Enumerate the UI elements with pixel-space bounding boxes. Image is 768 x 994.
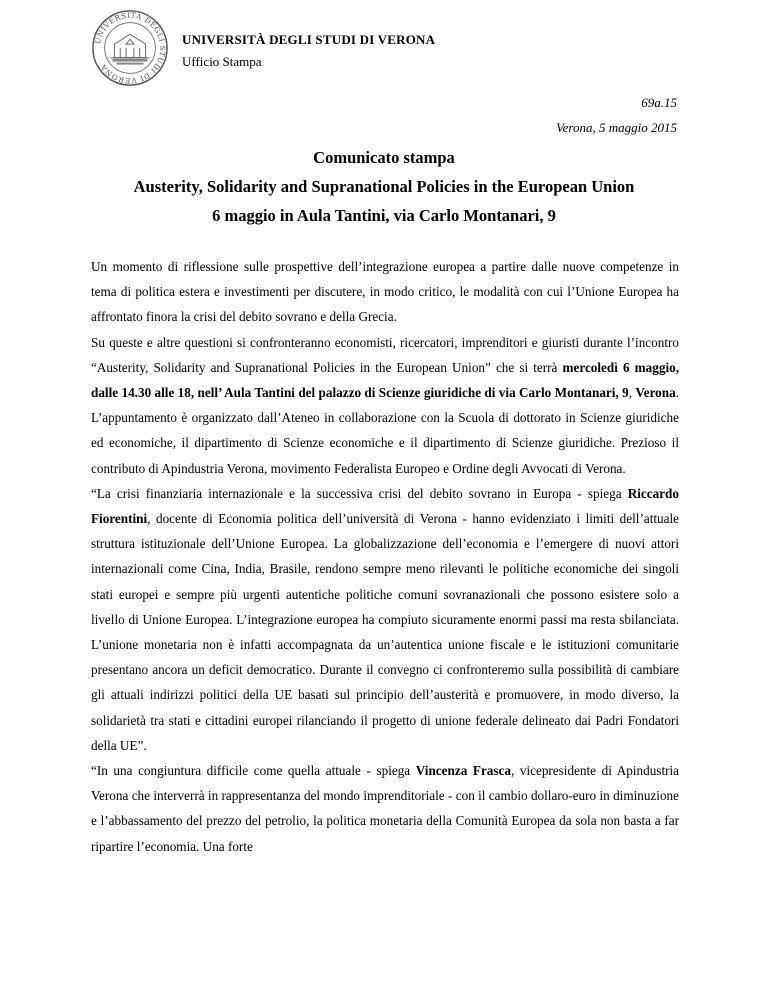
body-text bbox=[91, 254, 679, 859]
speaker-name: Riccardo Fiorentini bbox=[91, 485, 679, 527]
university-seal-logo bbox=[91, 9, 169, 87]
event-venue: 6 maggio in Aula Tantini, via Carlo Montanari, 9 bbox=[212, 206, 556, 225]
svg-text:UNIVERSITÀ DEGLI STUDI DI VERO: UNIVERSITÀ DEGLI STUDI DI VERONA bbox=[93, 10, 168, 86]
university-name: UNIVERSITÀ DEGLI STUDI DI VERONA bbox=[182, 32, 436, 47]
document-date: Verona, 5 maggio 2015 bbox=[556, 120, 677, 135]
paragraph-quote-frasca: “In una congiuntura difficile come quella attuale - spiega Vincenza Frasca, vicepresidente di Apindustria Verona che interverrà in rappresentanza del mondo imprenditoriale - con il cambio dollaro-euro in diminuzione e l’abbassamento del prezzo del petrolio, la politica monetaria della Comunità Europea da sola non basta a far ripartire l’economia. Una forte bbox=[91, 763, 680, 854]
event-city: Verona bbox=[635, 385, 676, 401]
paragraph-event: Su queste e altre questioni si confronteranno economisti, ricercatori, imprenditori e giuristi durante l’incontro “Austerity, Solidarity and Supranational Policies in the European Union” che si terrà mercoledì 6 maggio, dalle 14.30 alle 18, nell’ Aula Tantini del palazzo di Scienze giuridiche di via Carlo Montanari, 9, Verona. L’appuntamento è organizzato dall’Ateneo in collaborazione con la Scuola di dottorato in Scienze giuridiche ed economiche, il dipartimento di Scienze economiche e il dipartimento di Scienze giuridiche. Prezioso il contributo di Apindustria Verona, movimento Federalista Europeo e Ordine degli Avvocati di Verona. bbox=[91, 334, 680, 476]
paragraph-intro: Un momento di riflessione sulle prospettive dell’integrazione europea a partire dalle nuove competenze in tema di politica estera e investimenti per discutere, in modo critico, le modalità con cui l’Unione Europea ha affrontato finora la crisi del debito sovrano e della Grecia. bbox=[91, 259, 679, 325]
protocol-number: 69a.15 bbox=[641, 95, 677, 110]
event-time-place: mercoledì 6 maggio, dalle 14.30 alle 18, nell’ Aula Tantini del palazzo di Scienze giuridiche di via Carlo Montanari, 9 bbox=[91, 359, 679, 401]
document-title: Comunicato stampa bbox=[313, 148, 455, 167]
event-title: Austerity, Solidarity and Supranational Policies in the European Union bbox=[133, 177, 635, 196]
office-name: Ufficio Stampa bbox=[182, 54, 262, 69]
paragraph-quote-fiorentini: “La crisi finanziaria internazionale e la successiva crisi del debito sovrano in Europa - spiega Riccardo Fiorentini, docente di Economia politica dell’università di Verona - hanno evidenziato i limiti dell’attuale struttura istituzionale dell’Unione Europea. La globalizzazione dell’economia e l’emergere di nuovi attori internazionali come Cina, India, Brasile, rendono sempre meno rilevanti le politiche economiche dei singoli stati europei e sempre più urgenti autentiche politiche comuni sovranazionali che possono esistere solo a livello di Unione Europea. L’integrazione europea ha compiuto sicuramente enormi passi ma resta sbilanciata. L’unione monetaria non è infatti accompagnata da un’autentica unione fiscale e le istituzioni comunitarie presentano ancora un deficit democratico. Durante il convegno ci confronteremo sulla possibilità di cambiare gli attuali indirizzi politici della UE basati sul principio dell’austerità e promuovere, in modo diverso, la solidarietà tra stati e cittadini europei rilanciando il progetto di unione federale delineato dai Padri Fondatori della UE”. bbox=[91, 485, 679, 753]
speaker-name: Vincenza Frasca bbox=[415, 763, 511, 779]
